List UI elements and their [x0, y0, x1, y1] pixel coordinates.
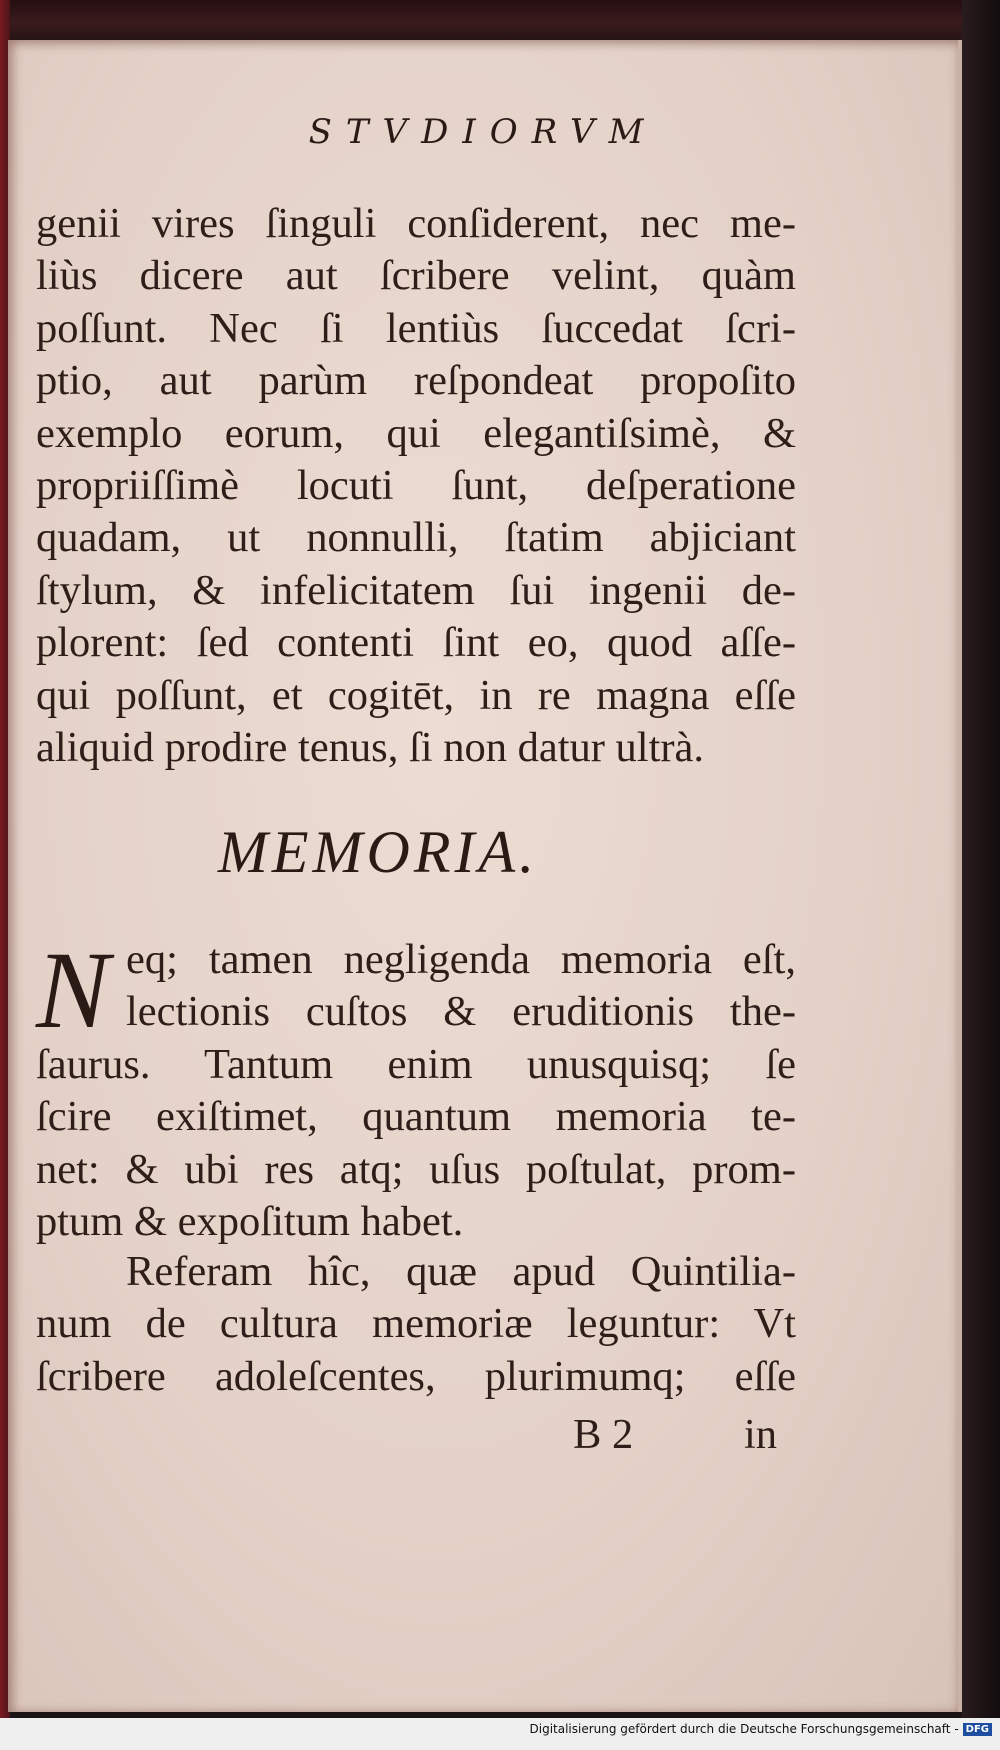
text-line: aliquid prodire tenus, ſi non datur ultrà.: [36, 724, 705, 772]
footer-credit: [530, 1722, 993, 1736]
text-line: quadam, ut nonnulli, ſtatim abjiciant: [36, 514, 796, 562]
section-heading: MEMORIA.: [217, 819, 539, 885]
paragraph-3: [36, 1246, 796, 1403]
text-line: liùs dicere aut ſcribere velint, quàm: [36, 252, 796, 300]
text-line: plorent: ſed contenti ſint eo, quod aſſe-: [36, 619, 796, 667]
footer-strip: [0, 1718, 1000, 1750]
text-line: Referam hîc, quæ apud Quintilia-: [126, 1248, 796, 1295]
text-line: ſtylum, & infelicitatem ſui ingenii de-: [36, 566, 796, 614]
book-page: [8, 40, 962, 1712]
text-line: propriiſſimè locuti ſunt, deſperatione: [36, 462, 796, 510]
footer-credit-text: Digitalisierung gefördert durch die Deutsche Forschungsgemeinschaft -: [529, 1722, 959, 1736]
text-line: eq; tamen negligenda memoria eſt,: [126, 936, 796, 983]
book-cover-right: [962, 0, 1000, 1750]
paragraph-2: [36, 929, 796, 1248]
text-line: lectionis cuſtos & eruditionis the-: [126, 988, 796, 1036]
running-header: STVDIORVM: [308, 112, 658, 152]
drop-cap: N: [36, 929, 110, 1051]
text-line: ptio, aut parùm reſpondeat propoſito: [36, 357, 796, 405]
text-line: ſcribere adoleſcentes, plurimumq; eſſe: [36, 1352, 796, 1400]
text-line: net: & ubi res atq; uſus poſtulat, prom-: [36, 1145, 796, 1193]
text-line: ſcire exiſtimet, quantum memoria te-: [36, 1093, 796, 1141]
text-line: exemplo eorum, qui elegantiſsimè, &: [36, 409, 796, 457]
dfg-logo: DFG: [963, 1723, 992, 1736]
text-line: num de cultura memoriæ leguntur: Vt: [36, 1300, 796, 1348]
text-line: ſaurus. Tantum enim unusquisq; ſe: [36, 1040, 796, 1088]
signature-mark: B 2: [573, 1411, 634, 1458]
paragraph-1: [36, 198, 796, 774]
text-line: ptum & expoſitum habet.: [36, 1198, 464, 1246]
text-line: qui poſſunt, et cogitēt, in re magna eſſe: [36, 671, 796, 719]
text-line: genii vires ſinguli conſiderent, nec me-: [36, 200, 796, 247]
catchword: in: [744, 1411, 778, 1458]
text-line: poſſunt. Nec ſi lentiùs ſuccedat ſcri-: [36, 304, 796, 352]
